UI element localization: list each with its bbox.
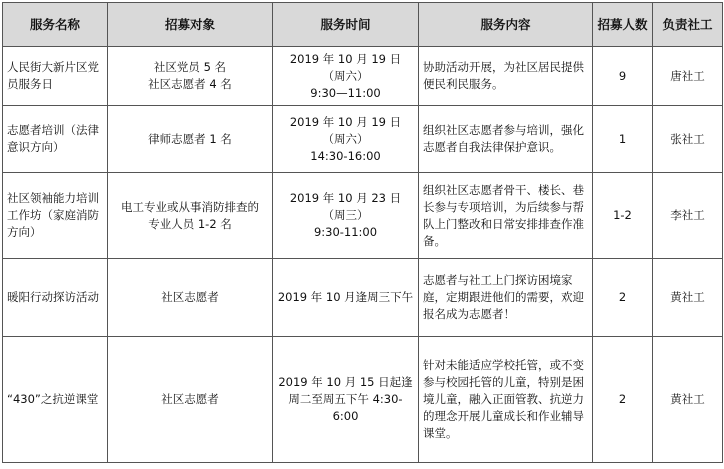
time-cell xyxy=(273,106,419,173)
owner-cell: 李社工 xyxy=(653,173,723,259)
table-row xyxy=(3,337,723,463)
content-cell: 志愿者与社工上门探访困境家庭，定期跟进他们的需要，欢迎报名成为志愿者！ xyxy=(419,259,593,337)
time-cell xyxy=(273,259,419,337)
table-row xyxy=(3,47,723,106)
count-cell: 9 xyxy=(593,47,653,106)
content-cell: 组织社区志愿者骨干、楼长、巷长参与专项培训，为后续参与帮队上门整改和日常安排排查作准备。 xyxy=(419,173,593,259)
recruitment-table xyxy=(2,2,723,463)
target-cell xyxy=(108,337,273,463)
target-line: 律师志愿者 1 名 xyxy=(148,131,232,146)
target-line: 社区志愿者 xyxy=(161,290,219,304)
time-line: （周三） xyxy=(322,208,369,222)
time-line: （周六） xyxy=(322,68,369,83)
time-cell xyxy=(273,337,419,463)
header-owner: 负责社工 xyxy=(653,3,723,47)
target-cell xyxy=(108,259,273,337)
content-cell: 针对未能适应学校托管，或不变参与校园托管的儿童，特别是困境儿童，融入正面管教、抗逆力的理念开展儿童成长和作业辅导课堂。 xyxy=(419,337,593,463)
service-name-cell: “430”之抗逆课堂 xyxy=(3,337,108,463)
target-cell xyxy=(108,47,273,106)
time-line: 2019 年 10 月逢周三下午 xyxy=(277,290,414,304)
content-cell: 协助活动开展，为社区居民提供便民利民服务。 xyxy=(419,47,593,106)
table-row xyxy=(3,173,723,259)
owner-cell: 唐社工 xyxy=(653,47,723,106)
header-row xyxy=(3,3,723,47)
target-line: 专业人员 1-2 名 xyxy=(148,216,232,231)
owner-cell: 黄社工 xyxy=(653,259,723,337)
table-row xyxy=(3,259,723,337)
content-cell: 组织社区志愿者参与培训，强化志愿者自我法律保护意识。 xyxy=(419,106,593,173)
header-name: 服务名称 xyxy=(3,3,108,47)
target-line: 社区志愿者 xyxy=(161,392,219,406)
service-name-cell: 社区领袖能力培训工作坊（家庭消防方向） xyxy=(3,173,108,259)
time-line: 9:30—11:00 xyxy=(310,85,381,100)
count-cell: 2 xyxy=(593,259,653,337)
count-cell: 1-2 xyxy=(593,173,653,259)
count-cell: 1 xyxy=(593,106,653,173)
time-cell xyxy=(273,47,419,106)
target-cell xyxy=(108,106,273,173)
service-name-cell: 人民街大新片区党员服务日 xyxy=(3,47,108,106)
owner-cell: 张社工 xyxy=(653,106,723,173)
time-line: 2019 年 10 月 19 日 xyxy=(289,114,402,129)
target-cell xyxy=(108,173,273,259)
header-content: 服务内容 xyxy=(419,3,593,47)
time-line: （周六） xyxy=(322,131,369,146)
count-cell: 2 xyxy=(593,337,653,463)
target-line: 社区党员 5 名 xyxy=(153,60,227,74)
target-line: 电工专业或从事消防排查的 xyxy=(121,199,259,214)
time-line: 9:30-11:00 xyxy=(313,225,378,239)
header-target: 招募对象 xyxy=(108,3,273,47)
header-count: 招募人数 xyxy=(593,3,653,47)
time-line: 6:00 xyxy=(332,409,359,423)
time-line: 2019 年 10 月 23 日 xyxy=(289,191,402,205)
time-line: 周二至周五下午 4:30- xyxy=(288,392,403,406)
time-cell xyxy=(273,173,419,259)
time-line: 2019 年 10 月 15 日起逢 xyxy=(278,375,413,389)
service-name-cell: 暖阳行动探访活动 xyxy=(3,259,108,337)
owner-cell: 黄社工 xyxy=(653,337,723,463)
header-time: 服务时间 xyxy=(273,3,419,47)
table-row xyxy=(3,106,723,173)
time-line: 2019 年 10 月 19 日 xyxy=(289,51,402,66)
time-line: 14:30-16:00 xyxy=(310,148,381,163)
service-name-cell: 志愿者培训（法律意识方向） xyxy=(3,106,108,173)
target-line: 社区志愿者 4 名 xyxy=(148,77,232,91)
